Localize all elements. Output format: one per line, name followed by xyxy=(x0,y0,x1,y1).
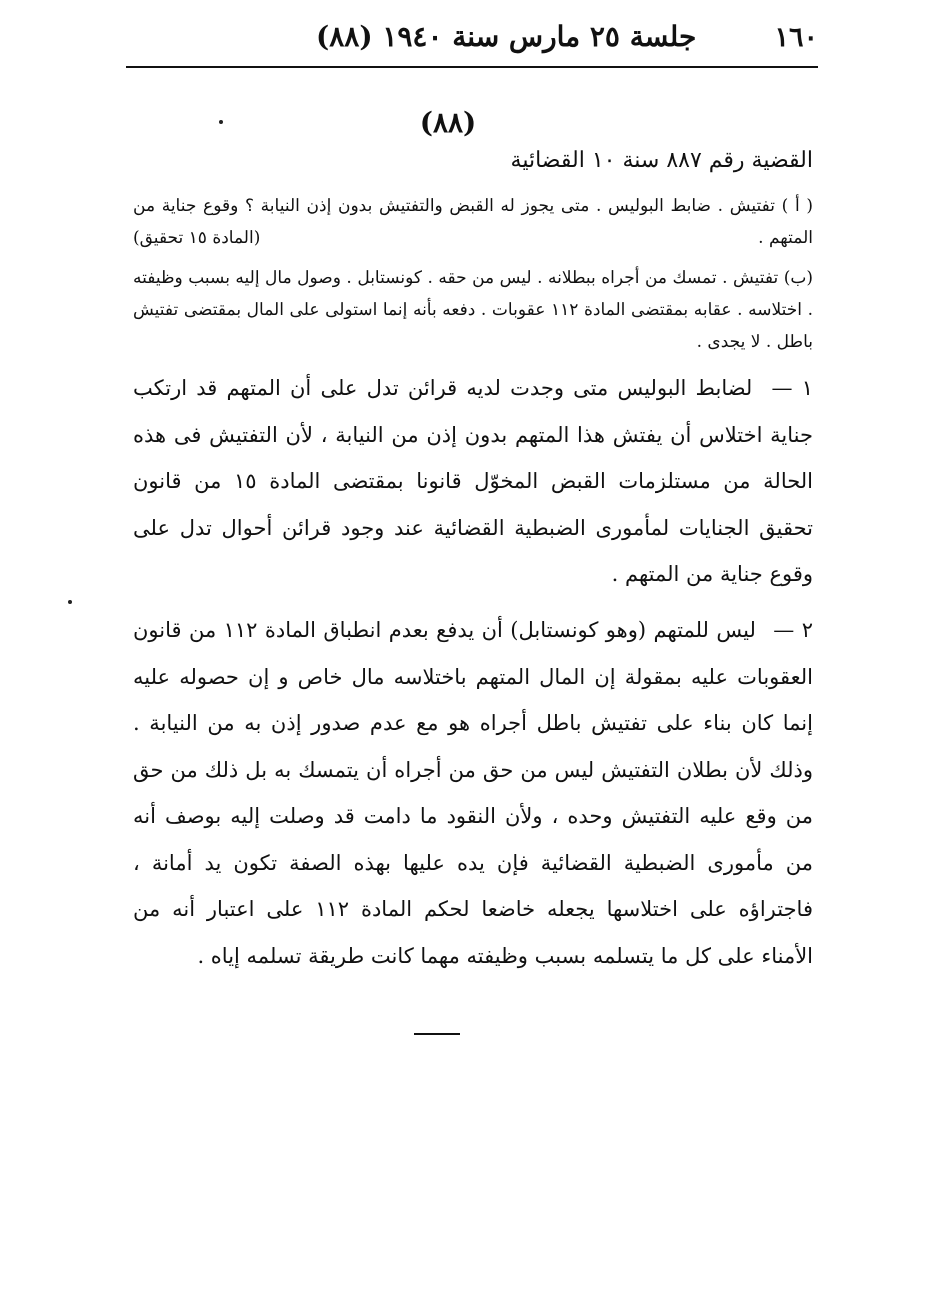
headnote-b-text: تفتيش . تمسك من أجراه ببطلانه . ليس من حقه . كونستابل . وصول مال إليه بسبب وظيفته . اختلاسه . عقابه بمقتضى المادة ١١٢ عقوبات . دفعه بأنه إنما استولى على المال بمقتضى تفتيش باطل . لا يجدى . xyxy=(133,268,813,352)
paragraph-2-text: ليس للمتهم (وهو كونستابل) أن يدفع بعدم انطباق المادة ١١٢ من قانون العقوبات عليه بمقولة إن المال المتهم باختلاسه مال خاص و إن حصوله عليه إنما كان بناء على تفتيش باطل أجراه هو مع عدم صدور إذن به من النيابة . وذلك لأن بطلان التفتيش ليس من حق من أجراه أن يتمسك به بل ذلك من حق من وقع عليه التفتيش وحده ، ولأن النقود ما دامت قد وصلت إليه بوصف أنه من مأمورى الضبطية القضائية فإن يده عليها بهذه الصفة تكون يد أمانة ، فاجتراؤه على اختلاسها يجعله خاضعا لحكم المادة ١١٢ على اعتبار أنه من الأمناء على كل ما يتسلمه بسبب وظيفته مهما كانت طريقة تسلمه إياه . xyxy=(133,618,813,968)
case-number: (٨٨) xyxy=(419,106,477,139)
headnote-a xyxy=(133,190,813,254)
headnote-b-label: (ب) xyxy=(783,268,814,288)
header-rule xyxy=(126,66,818,68)
scan-speck xyxy=(68,600,72,604)
running-title: جلسة ٢٥ مارس سنة ١٩٤٠ (٨٨) xyxy=(316,20,697,53)
paragraph-1-text: لضابط البوليس متى وجدت لديه قرائن تدل على أن المتهم قد ارتكب جناية اختلاس أن يفتش هذا المتهم بدون إذن من النيابة ، لأن التفتيش فى هذه الحالة من مستلزمات القبض المخوّل قانونا بمقتضى المادة ١٥ من قانون تحقيق الجنايات لمأمورى الضبطية القضائية عند وجود قرائن أحوال تدل على وقوع جناية من المتهم . xyxy=(133,376,814,586)
page-header xyxy=(126,18,818,66)
paragraph-1-number: ١ — xyxy=(771,376,813,400)
headnote-b xyxy=(133,262,813,358)
paragraph-2-number: ٢ — xyxy=(773,618,813,642)
body-paragraph-2 xyxy=(133,607,813,979)
headnote-a-label: ( أ ) xyxy=(781,196,813,216)
page-number: ١٦٠ xyxy=(774,22,818,53)
headnote-a-text: تفتيش . ضابط البوليس . متى يجوز له القبض والتفتيش بدون إذن النيابة ؟ وقوع جناية من المتهم . xyxy=(133,196,813,248)
body-paragraph-1 xyxy=(133,365,813,598)
end-rule xyxy=(414,1033,460,1035)
case-reference: القضية رقم ٨٨٧ سنة ١٠ القضائية xyxy=(510,148,813,173)
headnote-a-article-ref: (المادة ١٥ تحقيق) xyxy=(133,228,261,248)
